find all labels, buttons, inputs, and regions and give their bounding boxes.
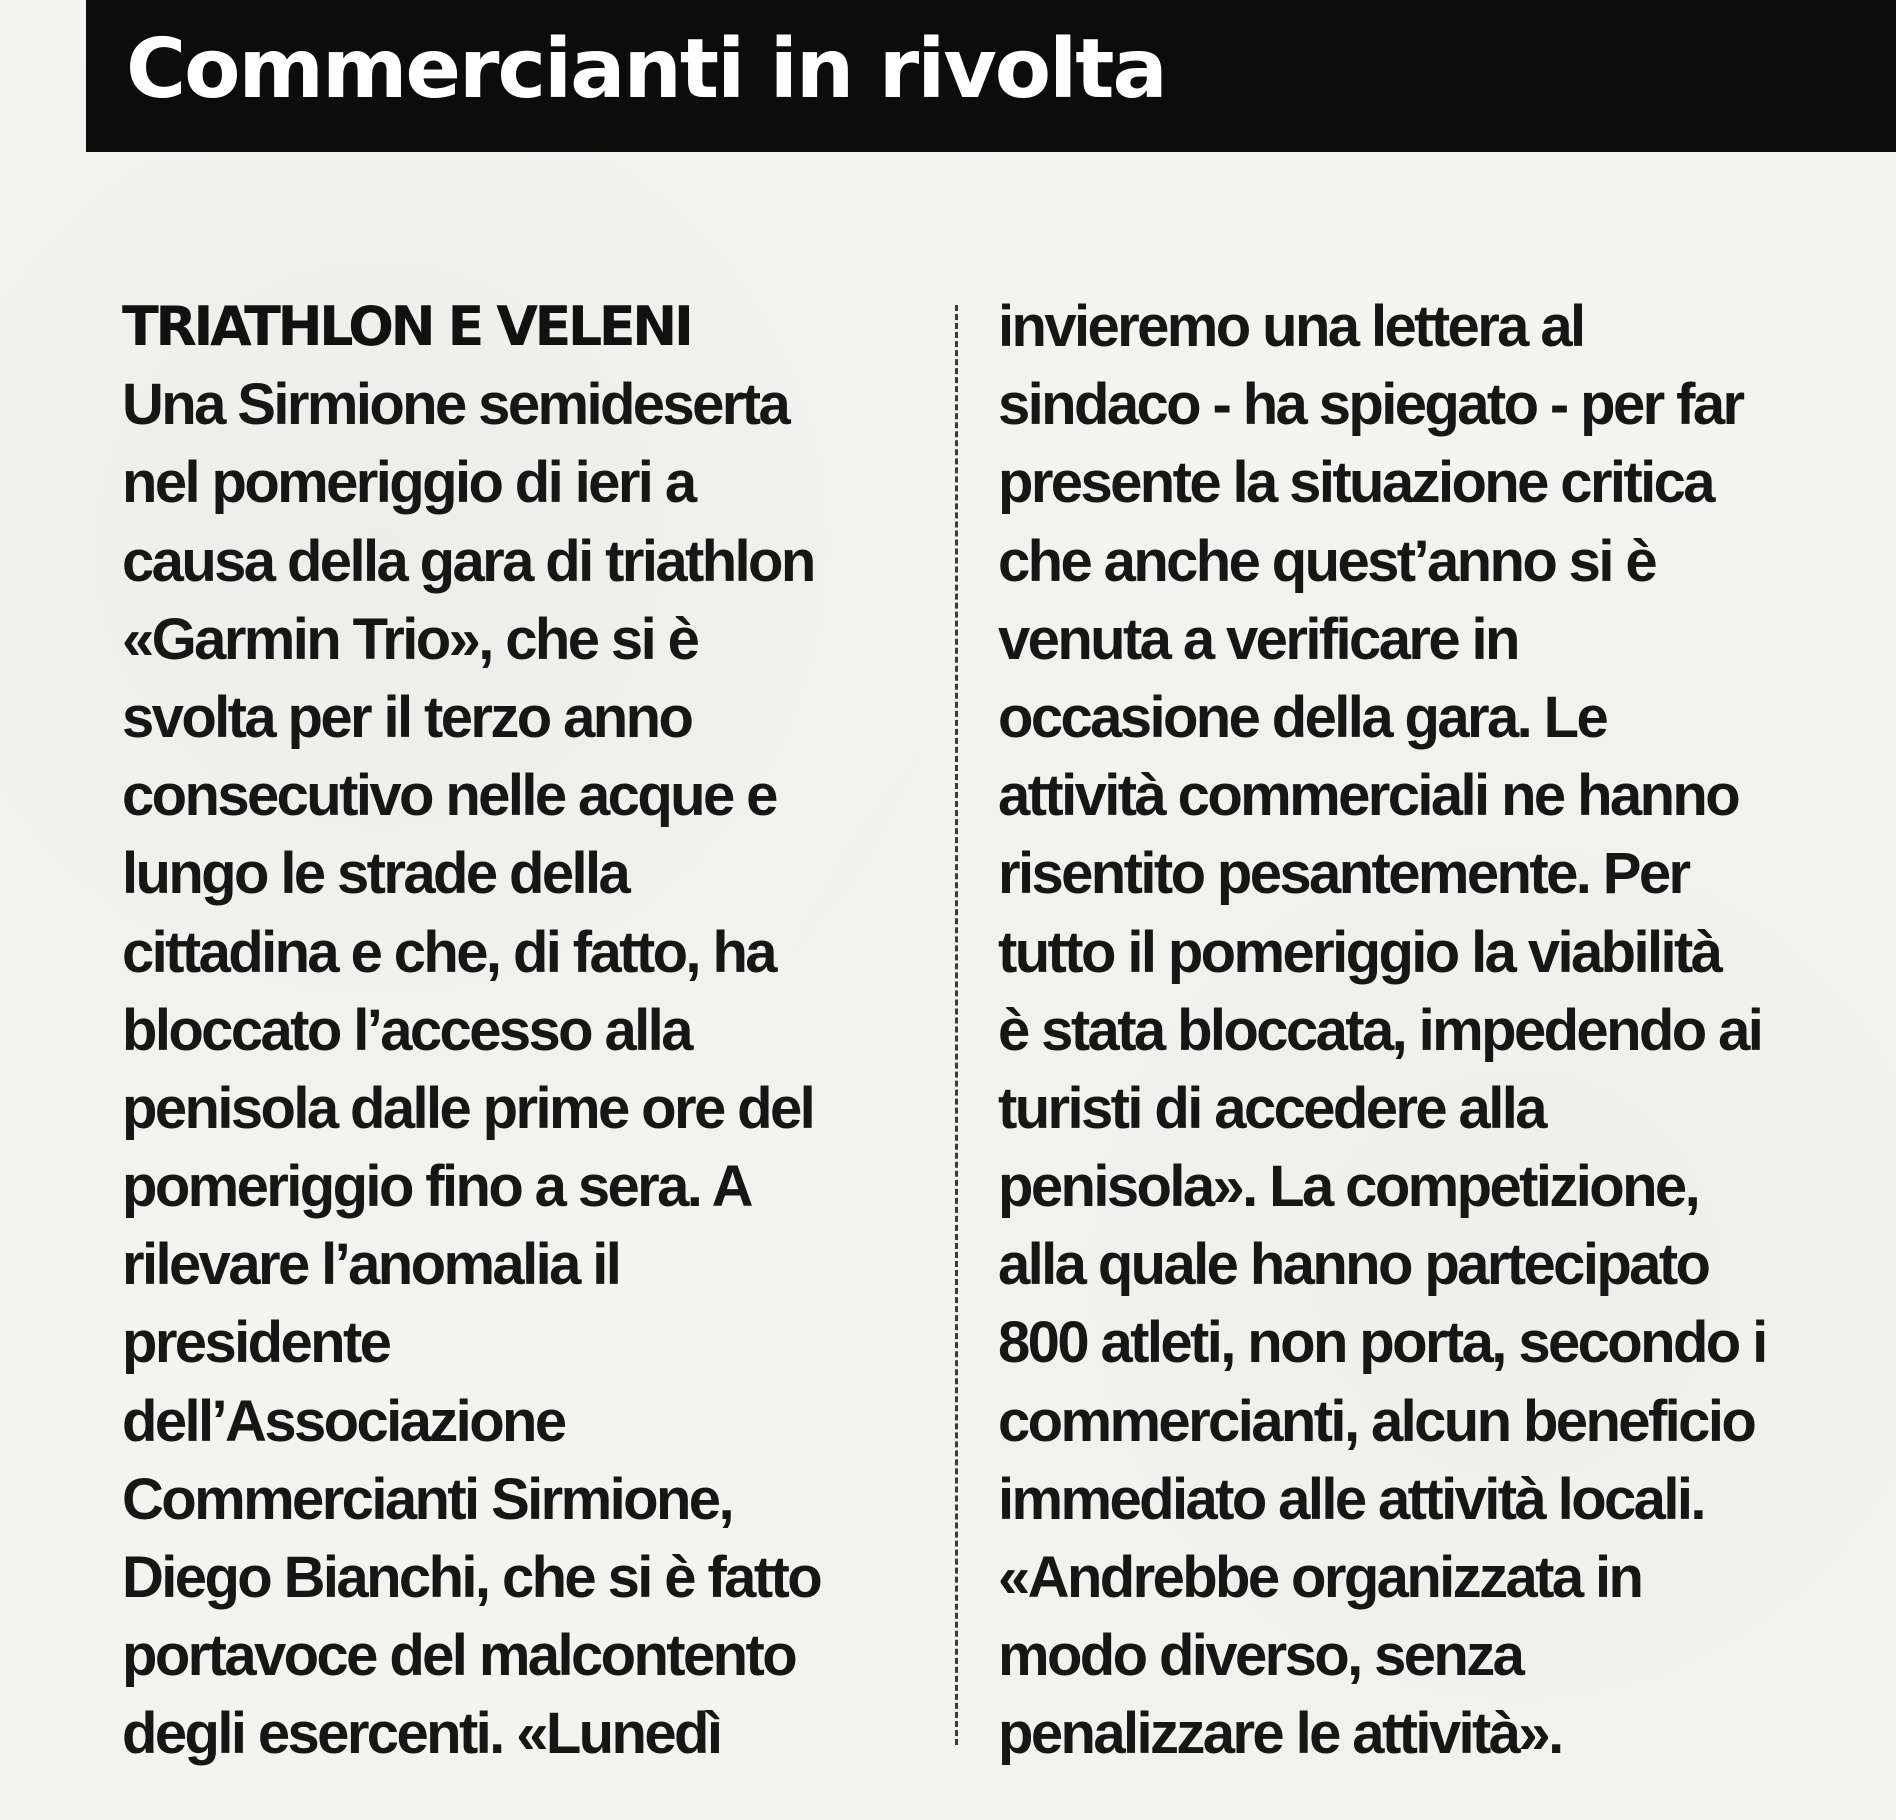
body-line: lungo le strade della — [122, 841, 629, 907]
body-line: che anche quest’anno si è — [998, 528, 1655, 594]
body-line: è stata bloccata, impedendo ai — [998, 997, 1762, 1063]
body-line: risentito pesantemente. Per — [998, 841, 1689, 907]
article-column-right — [998, 288, 1878, 1774]
body-line: nel pomeriggio di ieri a — [122, 450, 695, 516]
body-line: Commercianti Sirmione, — [122, 1466, 732, 1532]
body-line: alla quale hanno partecipato — [998, 1232, 1709, 1298]
body-line: commercianti, alcun beneficio — [998, 1388, 1755, 1454]
body-line: bloccato l’accesso alla — [122, 997, 691, 1063]
body-line: presente la situazione critica — [998, 450, 1713, 516]
body-line: pomeriggio fino a sera. A — [122, 1154, 751, 1220]
body-line: modo diverso, senza — [998, 1623, 1523, 1689]
column-divider — [955, 305, 958, 1745]
body-line: penalizzare le attività». — [998, 1701, 1562, 1767]
body-line: sindaco - ha spiegato - per far — [998, 372, 1743, 438]
body-line: immediato alle attività locali. — [998, 1466, 1704, 1532]
body-line: tutto il pomeriggio la viabilità — [998, 919, 1721, 985]
body-line: rilevare l’anomalia il — [122, 1232, 620, 1298]
body-line: Una Sirmione semideserta — [122, 372, 789, 438]
body-line: portavoce del malcontento — [122, 1623, 796, 1689]
body-line: svolta per il terzo anno — [122, 684, 692, 750]
body-line: penisola dalle prime ore del — [122, 1075, 814, 1141]
body-line: cittadina e che, di fatto, ha — [122, 919, 775, 985]
headline: Commercianti in rivolta — [126, 22, 1166, 117]
headline-bar — [86, 0, 1896, 152]
body-line: Diego Bianchi, che si è fatto — [122, 1545, 821, 1610]
body-line: causa della gara di triathlon — [122, 528, 814, 594]
body-line: consecutivo nelle acque e — [122, 763, 776, 829]
body-line: presidente — [122, 1310, 390, 1376]
kicker: TRIATHLON E VELENI — [122, 295, 691, 358]
body-line: penisola». La competizione, — [998, 1154, 1699, 1220]
body-line: occasione della gara. Le — [998, 684, 1607, 750]
body-line: «Garmin Trio», che si è — [122, 606, 698, 672]
body-line: dell’Associazione — [122, 1388, 565, 1454]
body-line: «Andrebbe organizzata in — [998, 1545, 1642, 1610]
article-column-left — [122, 288, 922, 1774]
body-line: turisti di accedere alla — [998, 1075, 1545, 1141]
body-line: invieremo una lettera al — [998, 294, 1584, 359]
body-line: degli esercenti. «Lunedì — [122, 1701, 721, 1767]
body-line: venuta a verificare in — [998, 606, 1518, 672]
body-line: 800 atleti, non porta, secondo i — [998, 1310, 1766, 1376]
body-line: attività commerciali ne hanno — [998, 763, 1739, 829]
